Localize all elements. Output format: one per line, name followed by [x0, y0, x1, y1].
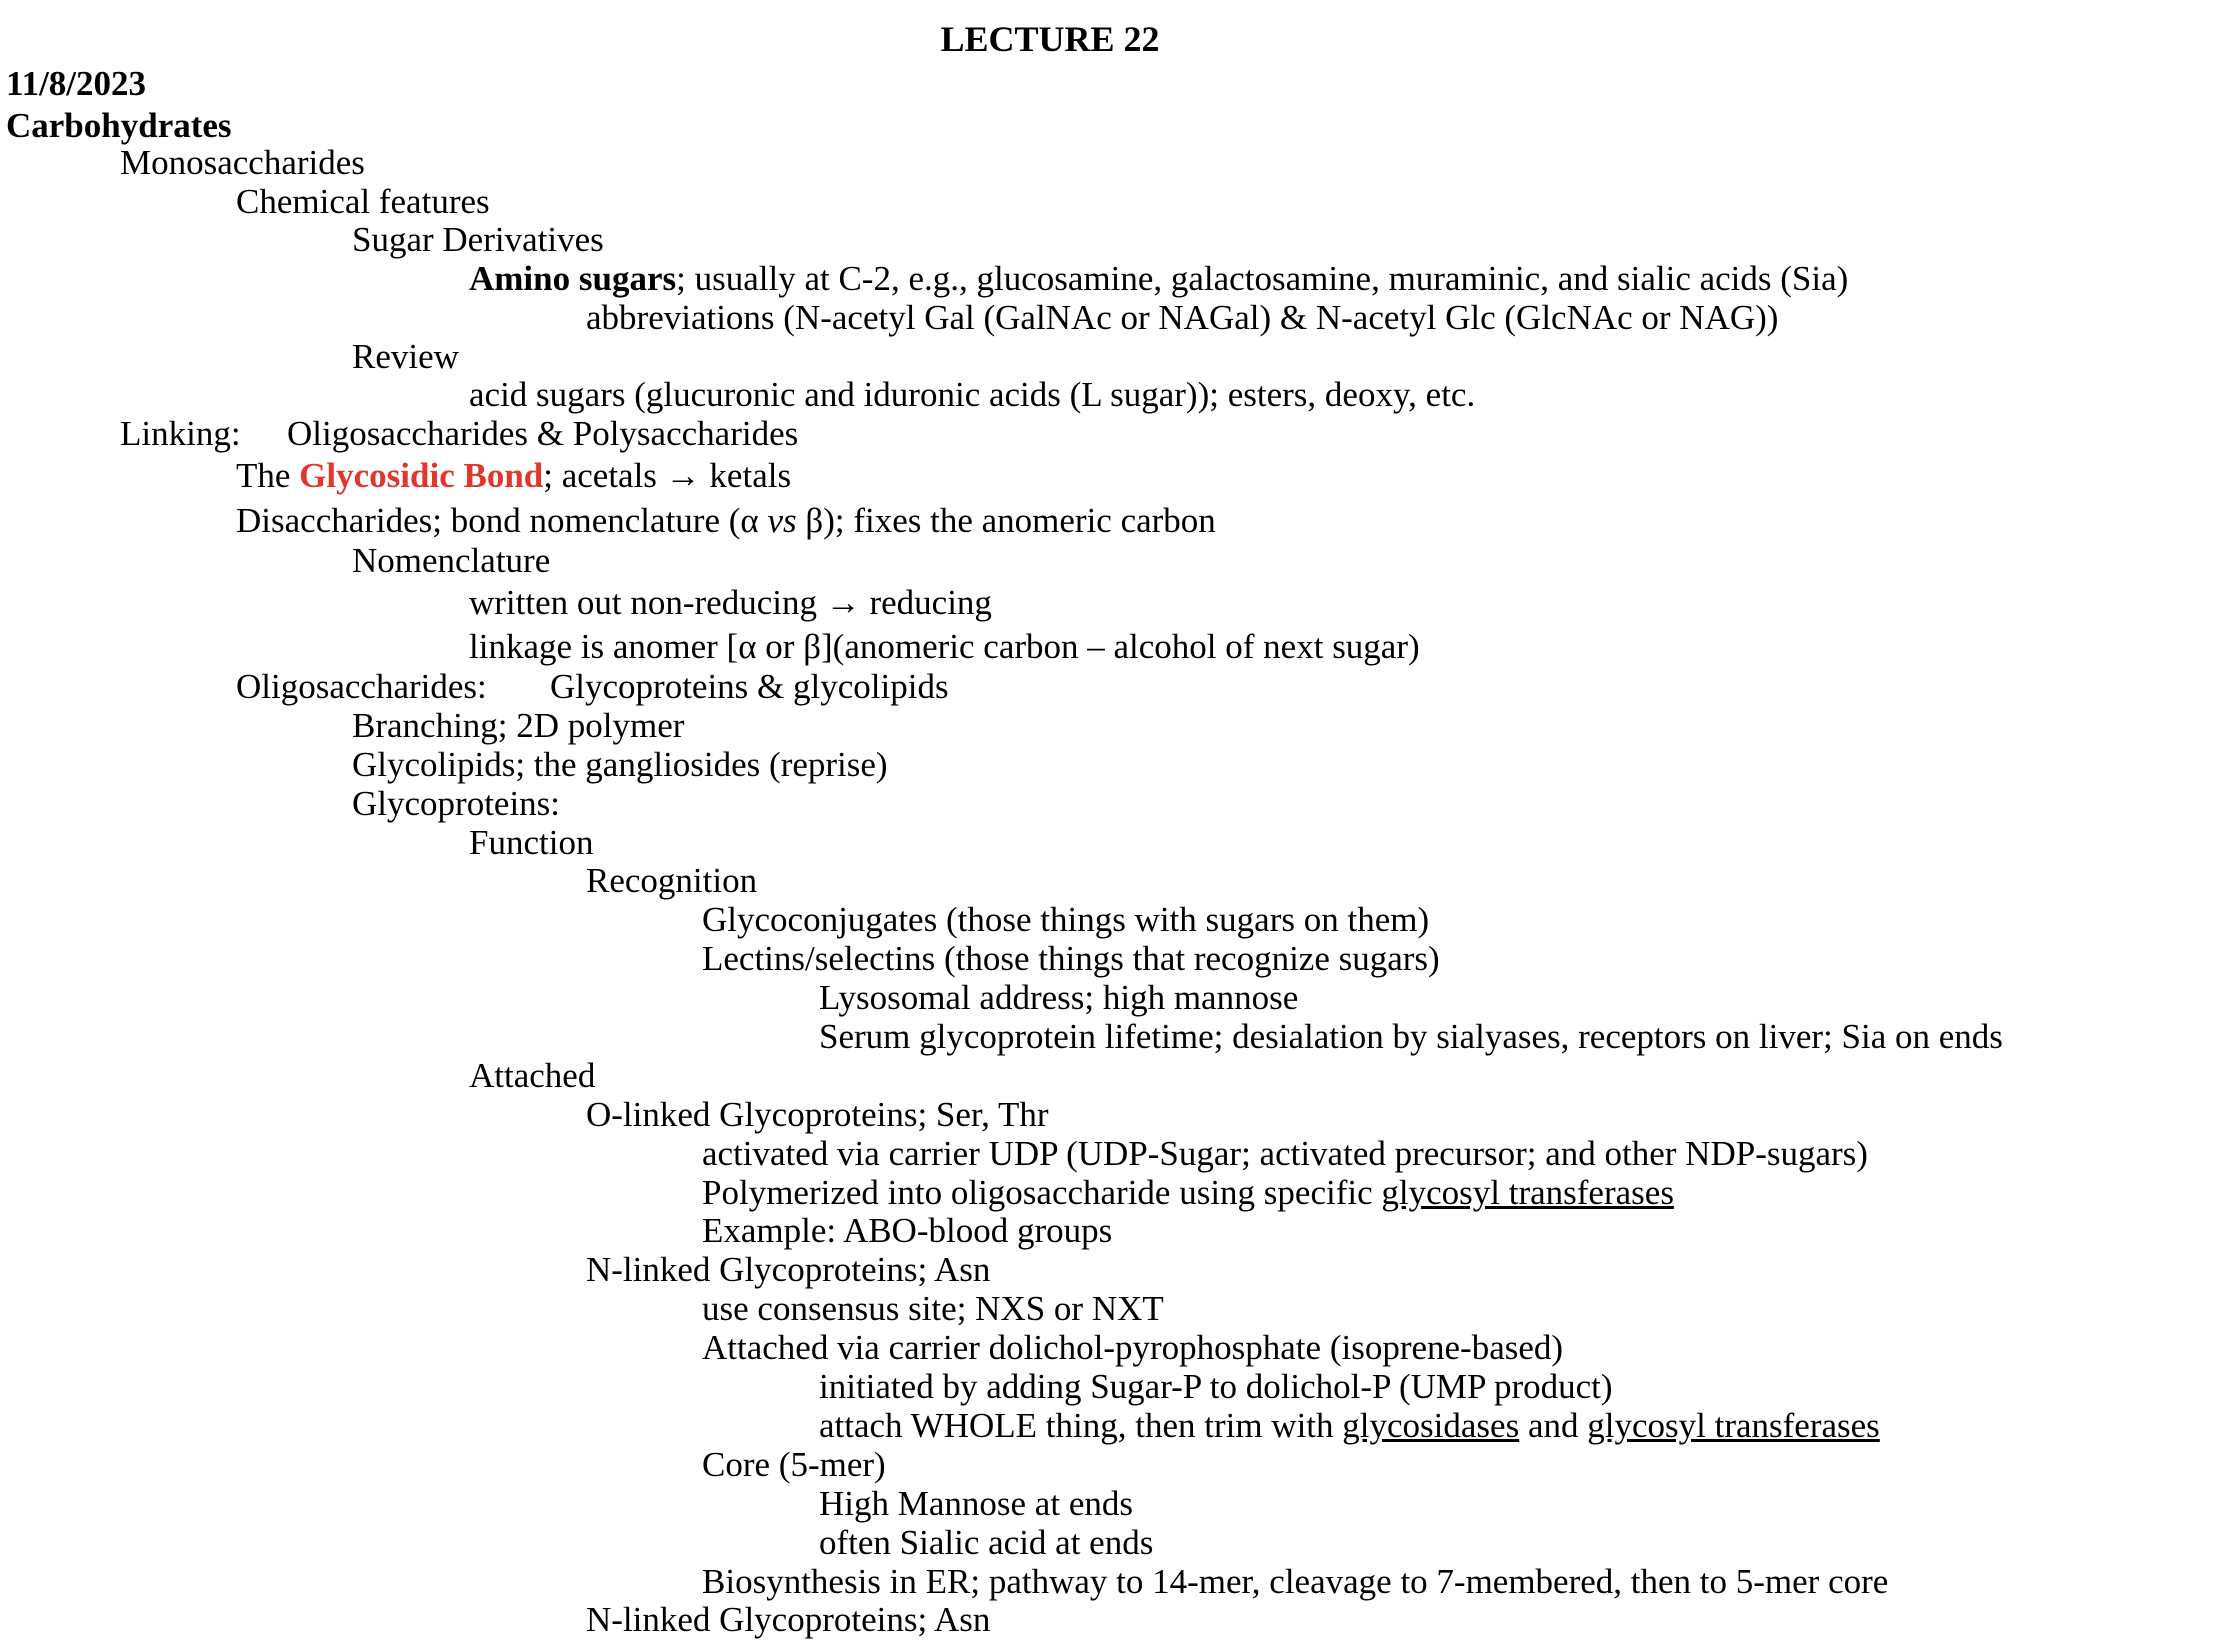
- outline-line: use consensus site; NXS or NXT: [702, 1289, 1164, 1328]
- outline-line: Monosaccharides: [120, 143, 365, 182]
- outline-line: attach WHOLE thing, then trim with glycosidases and glycosyl transferases: [819, 1406, 1880, 1445]
- lecture-title: LECTURE 22: [940, 19, 1160, 59]
- outline-line: Lysosomal address; high mannose: [819, 978, 1299, 1017]
- outline-line: Serum glycoprotein lifetime; desialation by sialyases, receptors on liver; Sia on ends: [819, 1017, 2003, 1056]
- outline-line: acid sugars (glucuronic and iduronic acids (L sugar)); esters, deoxy, etc.: [469, 375, 1476, 414]
- outline-line: initiated by adding Sugar-P to dolichol-P (UMP product): [819, 1367, 1613, 1406]
- outline-line: Sugar Derivatives: [352, 220, 604, 259]
- outline-line: activated via carrier UDP (UDP-Sugar; activated precursor; and other NDP-sugars): [702, 1134, 1868, 1173]
- lecture-date: 11/8/2023: [6, 64, 147, 103]
- outline-line: Oligosaccharides & Polysaccharides: [287, 414, 799, 453]
- amino-sugars-term: Amino sugars: [469, 259, 677, 298]
- outline-line: Example: ABO-blood groups: [702, 1211, 1113, 1250]
- outline-line: Glycolipids; the gangliosides (reprise): [352, 745, 888, 784]
- outline-line: Recognition: [586, 861, 758, 900]
- outline-line: Biosynthesis in ER; pathway to 14-mer, cleavage to 7-membered, then to 5-mer core: [702, 1562, 1889, 1601]
- outline-line: Disaccharides; bond nomenclature (α vs β); fixes the anomeric carbon: [236, 501, 1216, 540]
- outline-line: Polymerized into oligosaccharide using specific glycosyl transferases: [702, 1173, 1674, 1212]
- outline-line: Attached via carrier dolichol-pyrophosphate (isoprene-based): [702, 1328, 1564, 1367]
- outline-line: O-linked Glycoproteins; Ser, Thr: [586, 1095, 1049, 1134]
- outline-line: Linking:: [120, 414, 241, 453]
- outline-line: The Glycosidic Bond; acetals → ketals: [236, 456, 792, 495]
- outline-line: Nomenclature: [352, 541, 551, 580]
- outline-line: Chemical features: [236, 182, 490, 221]
- outline-line: often Sialic acid at ends: [819, 1523, 1154, 1562]
- glycosidases-term: glycosidases: [1342, 1406, 1520, 1445]
- glycosyl-transferases-term: glycosyl transferases: [1381, 1173, 1674, 1212]
- glycosyl-transferases-term: glycosyl transferases: [1587, 1406, 1880, 1445]
- outline-line: Glycoproteins & glycolipids: [550, 667, 949, 706]
- outline-line: Core (5-mer): [702, 1445, 886, 1484]
- outline-line: Function: [469, 823, 594, 862]
- outline-line: Glycoconjugates (those things with sugars on them): [702, 900, 1430, 939]
- outline-line: Glycoproteins:: [352, 784, 561, 823]
- outline-line: Lectins/selectins (those things that recognize sugars): [702, 939, 1440, 978]
- outline-line: Review: [352, 337, 459, 376]
- outline-line: linkage is anomer [α or β](anomeric carbon – alcohol of next sugar): [469, 627, 1420, 666]
- glycosidic-bond-term: Glycosidic Bond: [299, 456, 544, 495]
- outline-line: Amino sugars; usually at C-2, e.g., glucosamine, galactosamine, muraminic, and sialic acids (Sia): [469, 259, 1849, 298]
- outline-line: Oligosaccharides:: [236, 667, 487, 706]
- outline-line: Branching; 2D polymer: [352, 706, 685, 745]
- outline-line: abbreviations (N-acetyl Gal (GalNAc or NAGal) & N-acetyl Glc (GlcNAc or NAG)): [586, 298, 1779, 337]
- outline-line: Attached: [469, 1056, 596, 1095]
- outline-line: written out non-reducing → reducing: [469, 583, 992, 622]
- outline-line: High Mannose at ends: [819, 1484, 1133, 1523]
- outline-line: N-linked Glycoproteins; Asn: [586, 1250, 991, 1289]
- topic-heading: Carbohydrates: [6, 106, 232, 145]
- outline-line: N-linked Glycoproteins; Asn: [586, 1600, 991, 1639]
